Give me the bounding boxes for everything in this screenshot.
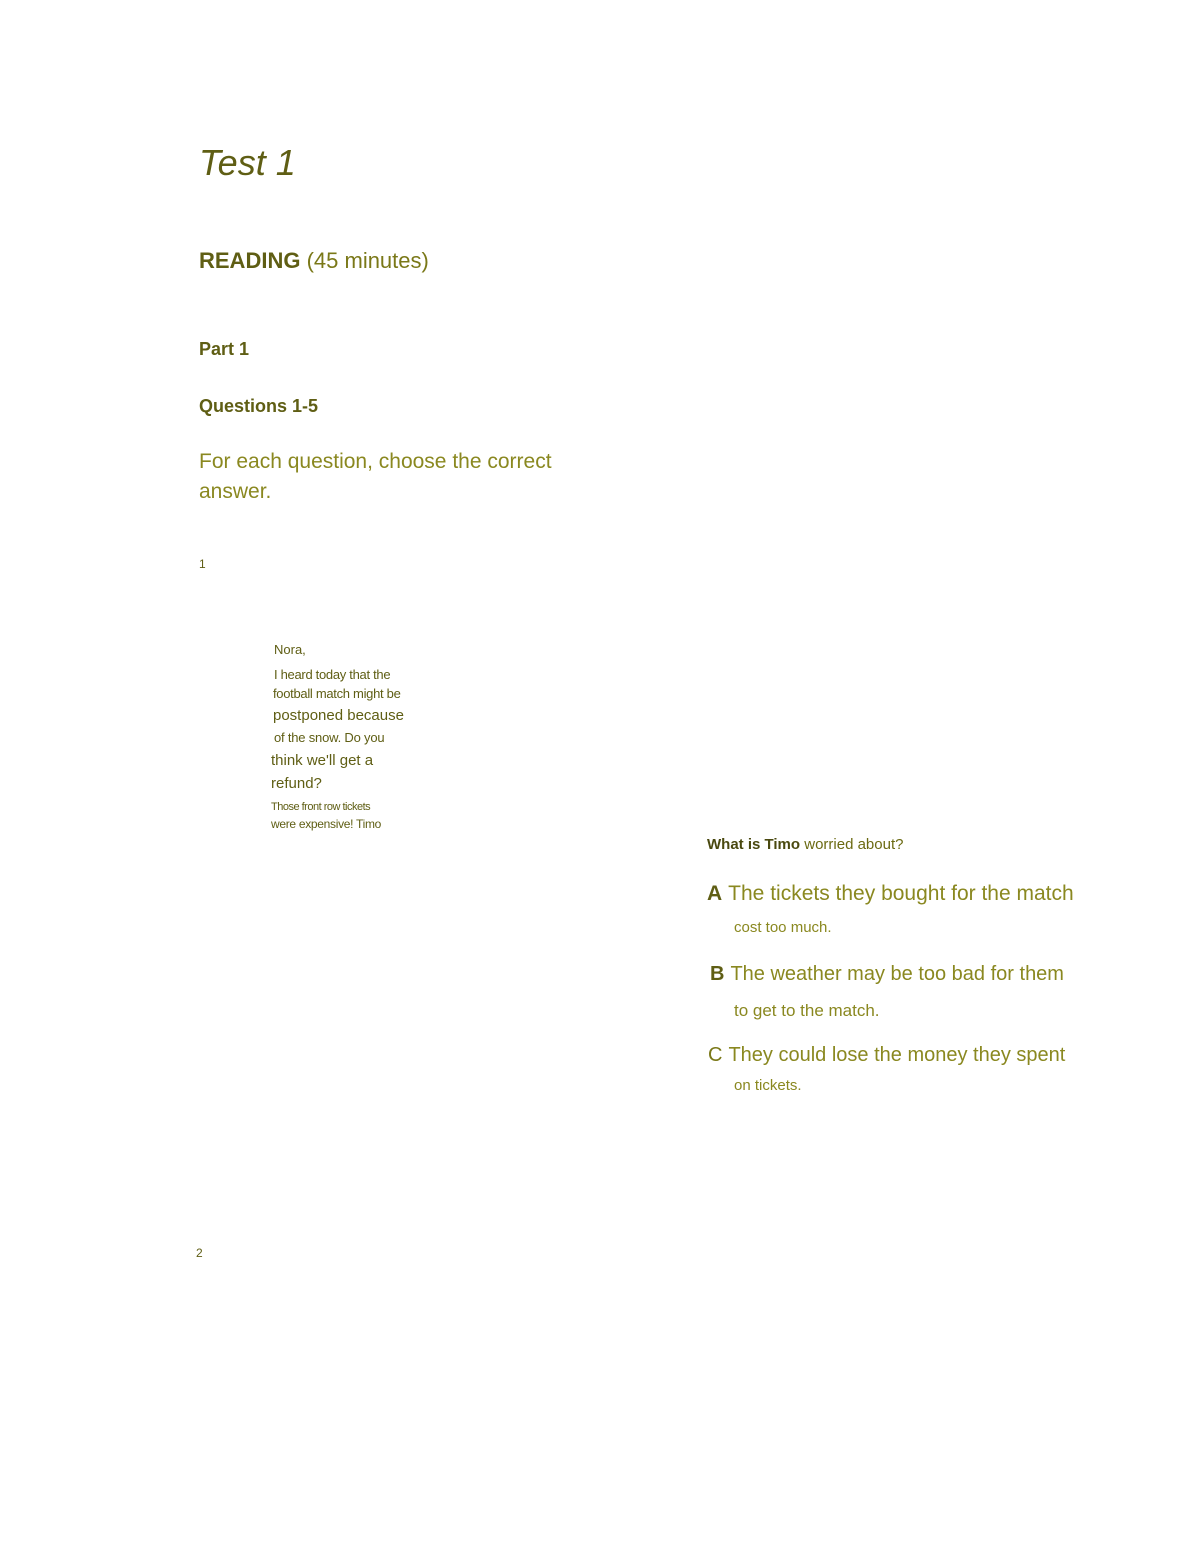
section-heading [199, 248, 429, 274]
option-text: The weather may be too bad for them [730, 963, 1064, 985]
note-line: think we'll get a [271, 752, 374, 769]
option-text: They could lose the money they spent [728, 1044, 1066, 1066]
option-b[interactable] [710, 963, 1064, 986]
note-line: football match might be [273, 686, 401, 701]
question-stem-bold: What is Timo [707, 836, 801, 853]
section-duration: (45 minutes) [306, 248, 429, 273]
section-name: READING [199, 248, 301, 273]
note-line: were expensive! Timo [271, 817, 382, 831]
questions-range: Questions 1-5 [199, 396, 319, 416]
question-number-2: 2 [196, 1246, 203, 1260]
option-b-continuation: to get to the match. [734, 1001, 880, 1020]
note-line: refund? [271, 775, 322, 792]
option-c[interactable] [708, 1044, 1065, 1067]
note-line: of the snow. Do you [274, 730, 385, 745]
question-stem-rest: worried about? [804, 836, 904, 853]
question-number-1: 1 [199, 557, 206, 571]
option-text: The tickets they bought for the match [728, 882, 1074, 905]
note-line: postponed because [273, 707, 404, 724]
option-letter: C [708, 1044, 723, 1066]
option-letter: A [707, 882, 723, 905]
question-stem [707, 836, 903, 853]
page-title: Test 1 [199, 142, 296, 183]
option-c-continuation: on tickets. [734, 1077, 802, 1094]
note-line: Those front row tickets [271, 801, 371, 813]
option-a[interactable] [707, 882, 1074, 906]
part-label: Part 1 [199, 339, 250, 359]
option-a-continuation: cost too much. [734, 919, 832, 936]
option-letter: B [710, 963, 725, 985]
note-line: Nora, [274, 642, 306, 657]
instruction-text: For each question, choose the correct answer. [199, 450, 552, 503]
note-line: I heard today that the [274, 667, 391, 682]
